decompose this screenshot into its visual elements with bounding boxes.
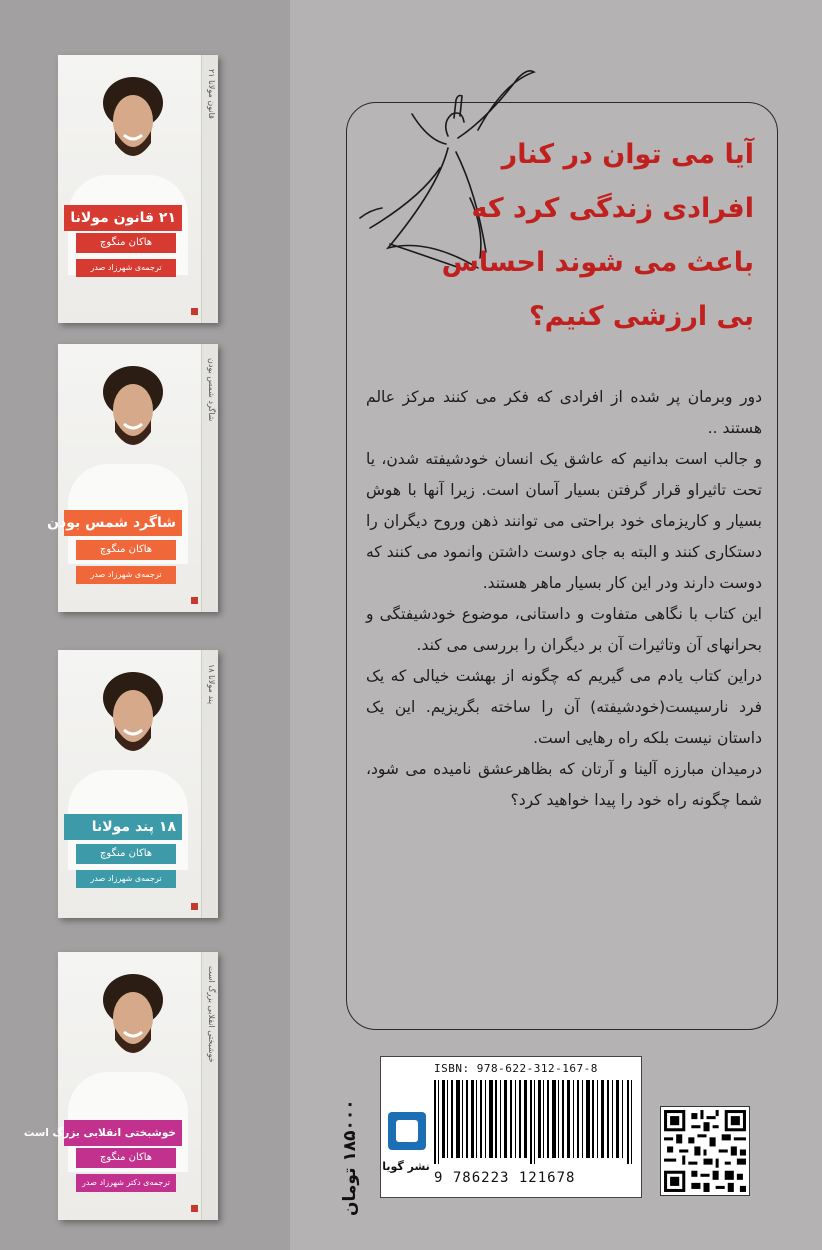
author-portrait xyxy=(98,362,168,462)
qr-code-icon xyxy=(660,1106,750,1196)
book-spine xyxy=(201,650,218,918)
author-portrait xyxy=(98,668,168,768)
publisher-mark xyxy=(191,308,198,315)
book-title: شاگرد شمس بودن xyxy=(64,510,182,536)
book-title: ۲۱ قانون مولانا xyxy=(64,205,182,231)
book-translator: ترجمه‌ی شهرزاد صدر xyxy=(76,259,176,277)
book-translator: ترجمه‌ی شهرزاد صدر xyxy=(76,870,176,888)
book-spine xyxy=(201,952,218,1220)
book-spine xyxy=(201,344,218,612)
paragraph: درمیدان مبارزه آلینا و آرتان که بظاهرعشق نامیده می شود، شما چگونه راه خود را پیدا خواهید کرد؟ xyxy=(366,760,762,809)
paragraph: دور وبرمان پر شده از افرادی که فکر می کنند مرکز عالم هستند .. xyxy=(366,388,762,437)
book-cover-shams-student xyxy=(47,344,218,612)
spine-title: شاگرد شمس بودن xyxy=(207,358,216,422)
spine-title: ۱۸ پند مولانا xyxy=(207,664,216,705)
book-author: هاکان منگوچ xyxy=(76,1148,176,1168)
paragraph: دراین کتاب یادم می گیریم که چگونه از بهشت خیالی که یک فرد نارسیست(خودشیفته) آن را ساخته بگریزیم. این یک داستان نیست بلکه راه رهایی است. xyxy=(366,667,762,747)
publisher-logo-icon xyxy=(388,1112,426,1150)
publisher-name: نشر گویا xyxy=(382,1160,430,1173)
price-label: ۱۸۵۰۰۰ تومان xyxy=(340,1099,360,1217)
book-cover-21-laws xyxy=(58,55,218,323)
barcode-icon xyxy=(434,1080,634,1164)
book-author: هاکان منگوچ xyxy=(76,844,176,864)
paragraph: و جالب است بدانیم که عاشق یک انسان خودشیفته شدن، یا تحت تاثیراو قرار گرفتن بسیار آسان است. زیرا آنها با هوش بسیار و کاریزمای خود براحتی می توانند ذهن وروح دیگران را دستکاری کنند و البته به جای دوست داشتن وانمود می کنند که دوست دارند ودر این کار بسیار ماهر هستند. xyxy=(366,450,762,592)
book-cover-18-maxims xyxy=(58,650,218,918)
description-text xyxy=(366,382,762,816)
publisher-mark xyxy=(191,597,198,604)
spine-title: ۲۱ قانون مولانا xyxy=(207,69,216,119)
author-portrait xyxy=(98,970,168,1070)
author-portrait xyxy=(98,73,168,173)
book-translator: ترجمه‌ی دکتر شهرزاد صدر xyxy=(76,1174,176,1192)
headline-question: آیا می توان در کنار افرادی زندگی کرد که باعث می شوند احساس بی ارزشی کنیم؟ xyxy=(441,139,754,332)
book-spine xyxy=(201,55,218,323)
book-author: هاکان منگوچ xyxy=(76,540,176,560)
paragraph: این کتاب با نگاهی متفاوت و داستانی، موضوع خودشیفتگی و بحرانهای آن وتاثیرات آن بر دیگران را بررسی می کند. xyxy=(366,605,762,654)
book-author: هاکان منگوچ xyxy=(76,233,176,253)
spine-title: خوشبختی انقلابی بزرگ است xyxy=(207,966,216,1063)
publisher-mark xyxy=(191,1205,198,1212)
book-cover-happiness-revolution xyxy=(23,952,218,1220)
isbn-text: ISBN: 978-622-312-167-8 xyxy=(434,1062,598,1075)
book-title: ۱۸ پند مولانا xyxy=(64,814,182,840)
publisher-mark xyxy=(191,903,198,910)
barcode-digits: 9 786223 121678 xyxy=(434,1170,576,1186)
book-title: خوشبختی انقلابی بزرگ است xyxy=(64,1120,182,1146)
book-translator: ترجمه‌ی شهرزاد صدر xyxy=(76,566,176,584)
